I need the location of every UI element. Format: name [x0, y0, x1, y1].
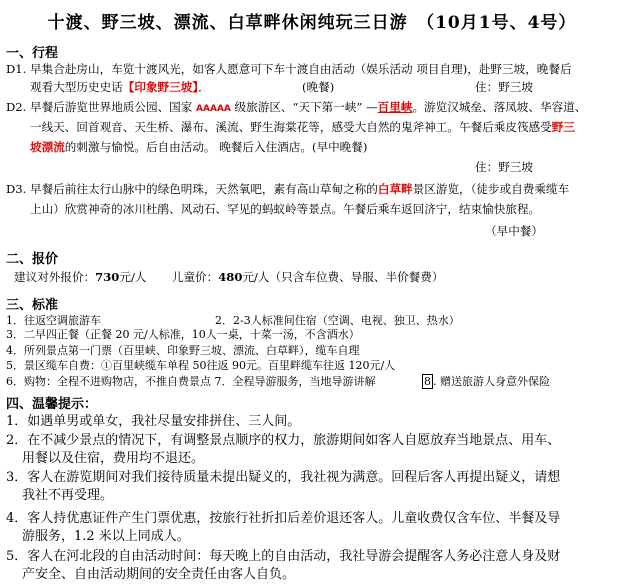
section-tips-heading: 四、温馨提示： [6, 397, 98, 412]
baili-gorge-name: 百里峡 [377, 100, 413, 114]
tip-4-cont: 游服务，1.2 米以上同成人。 [22, 529, 190, 544]
tip-2-cont: 用餐以及住宿，费用均不退还。 [22, 451, 205, 466]
rating-5a: AAAAA [196, 104, 231, 114]
standard-item-8: 8 . 赠送旅游人身意外保险 [424, 375, 550, 388]
price-line: 建议对外报价：730元/人 儿童价：480元/人（只含车位费、导服、半价餐费） [14, 270, 444, 284]
day1-stay: 住：野三坡 [475, 80, 533, 94]
day2-line3: 坡漂流的刺激与愉悦。后自由活动。 晚餐后入住酒店。(早中晚餐) [30, 140, 368, 154]
tip-3-cont: 我社不再受理。 [22, 488, 114, 503]
day3-line2: 上山）欣赏神奇的冰川杜鹃、风动石、罕见的蚂蚁岭等景点。午餐后乘车返回济宁，结束愉快旅程。 [30, 202, 541, 216]
baicaopan-name: 白草畔 [377, 182, 413, 196]
day2-line2: 一线天、回首观音、天生桥、瀑布、溪流、野生海棠花等，感受大自然的鬼斧神工。午餐后乘皮筏感受野三 [30, 120, 575, 134]
standard-item-2: 2．2-3人标准间住宿（空调、电视、独卫、热水） [215, 314, 460, 327]
day3-meal: （早中餐） [485, 224, 543, 238]
rafting-name: 坡漂流 [30, 140, 65, 154]
day2-line1: D2. 早餐后游览世界地质公园、国家 AAAAA 级旅游区、“天下第一峡” —百里峡。游览汉城垒、落凤坡、华容道、 [6, 100, 587, 114]
standard-item-6-7: 6．购物：全程不进购物店，不推自费景点 7．全程导游服务，当地导游讲解 [6, 375, 376, 388]
standard-item-1: 1．往返空调旅游车 [6, 314, 101, 327]
day1-line2: 观看大型历史史话【印象野三坡】． (晚餐) 住：野三坡 [30, 80, 533, 94]
day3-line1: D3. 早餐后前往太行山脉中的绿色明珠，天然氧吧，素有高山草甸之称的白草畔景区游览，（徒步或自费乘缆车 [6, 182, 570, 196]
tip-1: 1．如遇单男或单女，我社尽量安排拼住、三人间。 [6, 414, 301, 429]
impression-show-name: 【印象野三坡】 [122, 80, 199, 94]
document-title: 十渡、野三坡、漂流、白草畔休闲纯玩三日游 （10月1号、4号） [47, 13, 577, 33]
tip-4: 4．客人持优惠证件产生门票优惠，按旅行社折扣后差价退还客人。儿童收费仅含车位、半餐及导 [6, 511, 561, 526]
standard-item-4: 4．所列景点第一门票（百里峡、印象野三坡、漂流、白草畔），缆车自理 [6, 344, 360, 357]
adult-price: 730 [95, 270, 120, 284]
day3-label: D3. [6, 182, 27, 196]
tip-5: 5．客人在河北段的自由活动时间：每天晚上的自由活动，我社导游会提醒客人务必注意人身及财 [6, 549, 561, 564]
day1-line1 [6, 62, 572, 76]
day1-meal: (晚餐) [302, 80, 335, 94]
day2-stay: 住：野三坡 [475, 160, 533, 174]
section-standard-heading: 三、标准 [6, 298, 59, 313]
section-price-heading: 二、报价 [6, 252, 59, 267]
tip-5-cont: 产安全、自由活动期间的安全责任由客人自负。 [22, 567, 296, 582]
standard-item-5: 5．景区缆车自费：①百里峡缆车单程 50往返 90元。百里畔缆车往返 120元/人 [6, 359, 396, 372]
day1-label: D1. [6, 62, 27, 76]
standard-item-3: 3．二早四正餐（正餐 20 元/人标准，10人一桌，十菜一汤，不含酒水） [6, 328, 360, 341]
tip-2: 2．在不减少景点的情况下，有调整景点顺序的权力，旅游期间如客人自愿放弃当地景点、用车、 [6, 433, 561, 448]
day2-label: D2. [6, 100, 27, 114]
section-itinerary-heading: 一、行程 [6, 46, 59, 61]
day1-text: 早集合赴房山，车览十渡风光，如客人愿意可下车十渡自由活动（娱乐活动 项目自理)，赴野三坡，晚餐后 [30, 62, 572, 76]
tip-3: 3．客人在游览期间对我们接待质量未提出疑义的，我社视为满意。回程后客人再提出疑义，请想 [6, 470, 561, 485]
child-price: 480 [218, 270, 243, 284]
